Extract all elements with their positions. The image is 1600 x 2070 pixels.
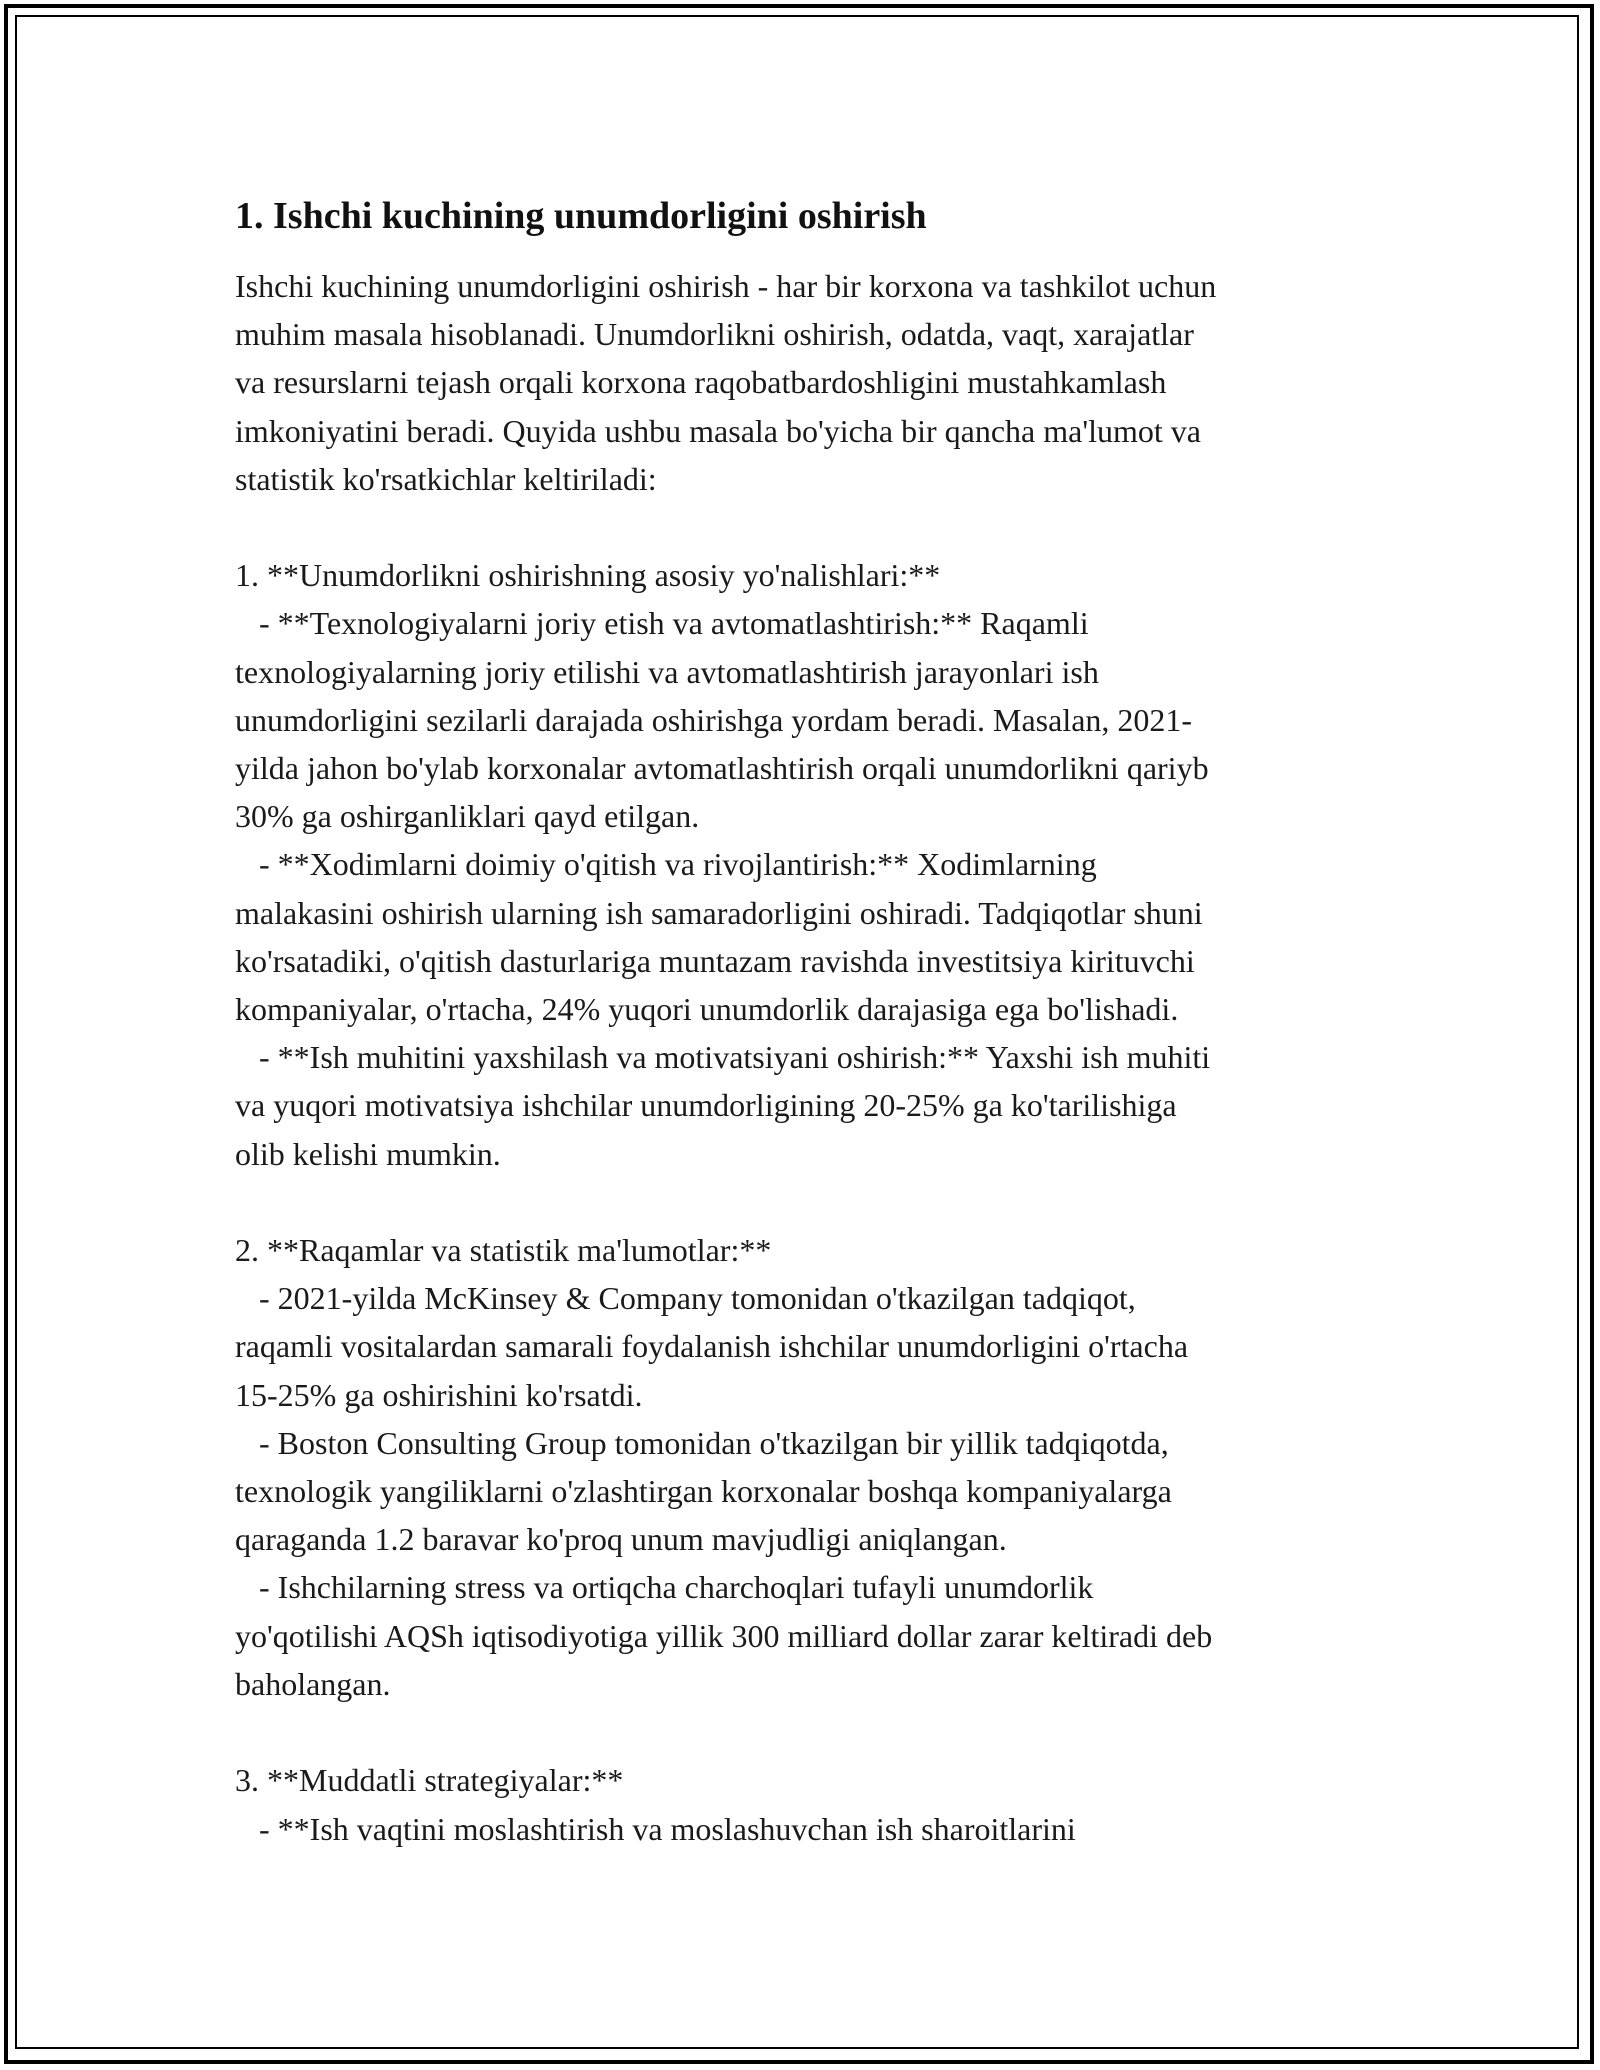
document-title: 1. Ishchi kuchining unumdorligini oshirish xyxy=(235,195,927,237)
document-body: Ishchi kuchining unumdorligini oshirish - har bir korxona va tashkilot uchun muhim masala hisoblanadi. Unumdorlikni oshirish, odatda, vaqt, xarajatlar va resurslarni tejash orqali korxona raqobatbardoshligini mustahkamlash imkoniyatini beradi. Quyida ushbu masala bo'yicha bir qancha ma'lumot va statistik ko'rsatkichlar keltiriladi: 1. **Unumdorlikni oshirishning asosiy yo'nalishlari:** - **Texnologiyalarni joriy etish va avtomatlashtirish:** Raqamli texnologiyalarning joriy etilishi va avtomatlashtirish jarayonlari ish unumdorligini sezilarli darajada oshirishga yordam beradi. Masalan, 2021- yilda jahon bo'ylab korxonalar avtomatlashtirish orqali unumdorlikni qariyb 30% ga oshirganliklari qayd etilgan. - **Xodimlarni doimiy o'qitish va rivojlantirish:** Xodimlarning malakasini oshirish ularning ish samaradorligini oshiradi. Tadqiqotlar shuni ko'rsatadiki, o'qitish dasturlariga muntazam ravishda investitsiya kirituvchi kompaniyalar, o'rtacha, 24% yuqori unumdorlik darajasiga ega bo'lishadi. - **Ish muhitini yaxshilash va motivatsiyani oshirish:** Yaxshi ish muhiti va yuqori motivatsiya ishchilar unumdorligining 20-25% ga ko'tarilishiga olib kelishi mumkin. 2. **Raqamlar va statistik ma'lumotlar:** - 2021-yilda McKinsey & Company tomonidan o'tkazilgan tadqiqot, raqamli vositalardan samarali foydalanish ishchilar unumdorligini o'rtacha 15-25% ga oshirishini ko'rsatdi. - Boston Consulting Group tomonidan o'tkazilgan bir yillik tadqiqotda, texnologik yangiliklarni o'zlashtirgan korxonalar boshqa kompaniyalarga qaraganda 1.2 baravar ko'proq unum mavjudligi aniqlangan. - Ishchilarning stress va ortiqcha charchoqlari tufayli unumdorlik yo'qotilishi AQSh iqtisodiyotiga yillik 300 milliard dollar zarar keltiradi deb baholangan. 3. **Muddatli strategiyalar:** - **Ish vaqtini moslashtirish va moslashuvchan ish sharoitlarini xyxy=(235,268,1217,1847)
document-content xyxy=(235,188,1375,1853)
